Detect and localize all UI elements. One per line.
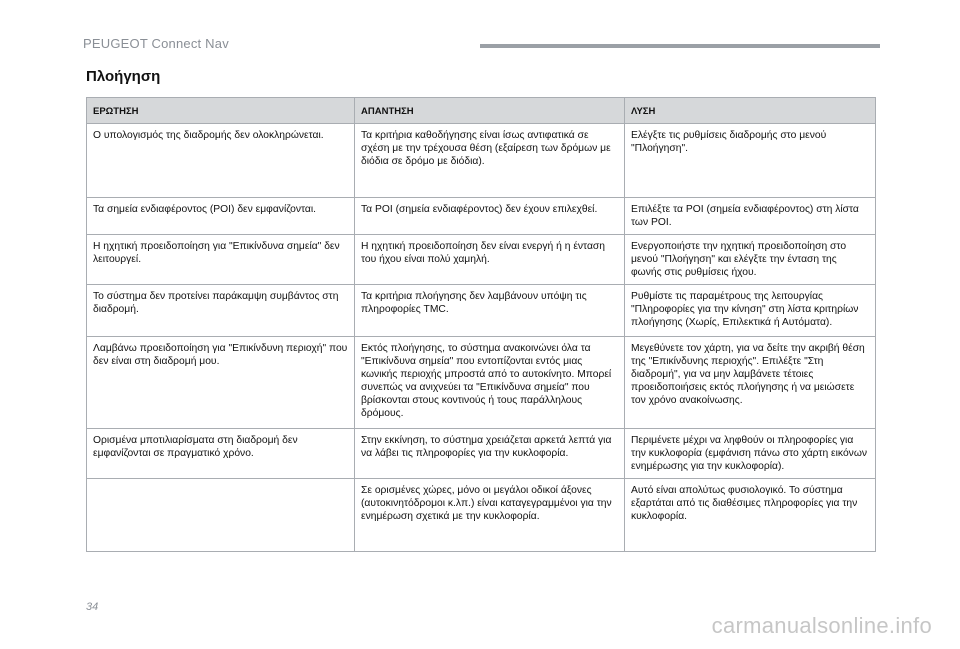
question-cell — [87, 479, 355, 552]
header-rule — [480, 44, 880, 48]
answer-cell: Τα POI (σημεία ενδιαφέροντος) δεν έχουν επιλεχθεί. — [355, 198, 625, 235]
table-row — [87, 235, 876, 285]
solution-cell: Ενεργοποιήστε την ηχητική προειδοποίηση στο μενού "Πλοήγηση" και ελέγξτε την ένταση της φωνής στις ρυθμίσεις ήχου. — [625, 235, 876, 285]
answer-cell: Τα κριτήρια πλοήγησης δεν λαμβάνουν υπόψη τις πληροφορίες TMC. — [355, 285, 625, 337]
answer-cell: Τα κριτήρια καθοδήγησης είναι ίσως αντιφατικά σε σχέση με την τρέχουσα θέση (εξαίρεση των δρόμων με διόδια σε δρόμο με διόδια). — [355, 124, 625, 198]
table-row — [87, 429, 876, 479]
solution-cell: Ελέγξτε τις ρυθμίσεις διαδρομής στο μενού "Πλοήγηση". — [625, 124, 876, 198]
section-title: Πλοήγηση — [86, 68, 161, 85]
solution-cell: Ρυθμίστε τις παραμέτρους της λειτουργίας "Πληροφορίες για την κίνηση" στη λίστα κριτηρίων πλοήγησης (Χωρίς, Επιλεκτικά ή Αυτόματα). — [625, 285, 876, 337]
watermark: carmanualsonline.info — [711, 613, 932, 638]
table-row — [87, 479, 876, 552]
solution-cell: Περιμένετε μέχρι να ληφθούν οι πληροφορίες για την κυκλοφορία (εμφάνιση πάνω στο χάρτη εικόνων ενημέρωσης για την κυκλοφορία). — [625, 429, 876, 479]
column-header-question: ΕΡΩΤΗΣΗ — [87, 98, 355, 124]
header-title: PEUGEOT Connect Nav — [83, 36, 229, 51]
table-row — [87, 124, 876, 198]
table-row — [87, 285, 876, 337]
question-cell: Το σύστημα δεν προτείνει παράκαμψη συμβάντος στη διαδρομή. — [87, 285, 355, 337]
solution-cell: Μεγεθύνετε τον χάρτη, για να δείτε την ακριβή θέση της "Επικίνδυνης περιοχής". Επιλέξτε "Στη διαδρομή", για να μην λαμβάνετε τέτοιες προειδοποιήσεις εκτός πλοήγησης ή να μειώσετε τον χρόνο ανακοίνωσης. — [625, 337, 876, 429]
question-cell: Λαμβάνω προειδοποίηση για "Επικίνδυνη περιοχή" που δεν είναι στη διαδρομή μου. — [87, 337, 355, 429]
answer-cell: Στην εκκίνηση, το σύστημα χρειάζεται αρκετά λεπτά για να λάβει τις πληροφορίες για την κυκλοφορία. — [355, 429, 625, 479]
answer-cell: Εκτός πλοήγησης, το σύστημα ανακοινώνει όλα τα "Επικίνδυνα σημεία" που εντοπίζονται εντός μιας κωνικής περιοχής μπροστά από το αυτοκίνητο. Μπορεί συνεπώς να ανιχνεύει τα "Επικίνδυνα σημεία" που βρίσκονται στους κοντινούς ή τους παράλληλους δρόμους. — [355, 337, 625, 429]
question-cell: Η ηχητική προειδοποίηση για "Επικίνδυνα σημεία" δεν λειτουργεί. — [87, 235, 355, 285]
table-header-row — [87, 98, 876, 124]
page-number: 34 — [86, 601, 99, 613]
table-row — [87, 198, 876, 235]
answer-cell: Σε ορισμένες χώρες, μόνο οι μεγάλοι οδικοί άξονες (αυτοκινητόδρομοι κ.λπ.) είναι καταγεγραμμένοι για την ενημέρωση σχετικά με την κυκλοφορία. — [355, 479, 625, 552]
question-cell: Ορισμένα μποτιλιαρίσματα στη διαδρομή δεν εμφανίζονται σε πραγματικό χρόνο. — [87, 429, 355, 479]
answer-cell: Η ηχητική προειδοποίηση δεν είναι ενεργή ή η ένταση του ήχου είναι πολύ χαμηλή. — [355, 235, 625, 285]
question-cell: Τα σημεία ενδιαφέροντος (POI) δεν εμφανίζονται. — [87, 198, 355, 235]
table-row — [87, 337, 876, 429]
troubleshooting-table — [86, 97, 876, 552]
column-header-solution: ΛΥΣΗ — [625, 98, 876, 124]
column-header-answer: ΑΠΑΝΤΗΣΗ — [355, 98, 625, 124]
solution-cell: Αυτό είναι απολύτως φυσιολογικό. Το σύστημα εξαρτάται από τις διαθέσιμες πληροφορίες για την κυκλοφορία. — [625, 479, 876, 552]
solution-cell: Επιλέξτε τα POI (σημεία ενδιαφέροντος) στη λίστα των POI. — [625, 198, 876, 235]
question-cell: Ο υπολογισμός της διαδρομής δεν ολοκληρώνεται. — [87, 124, 355, 198]
